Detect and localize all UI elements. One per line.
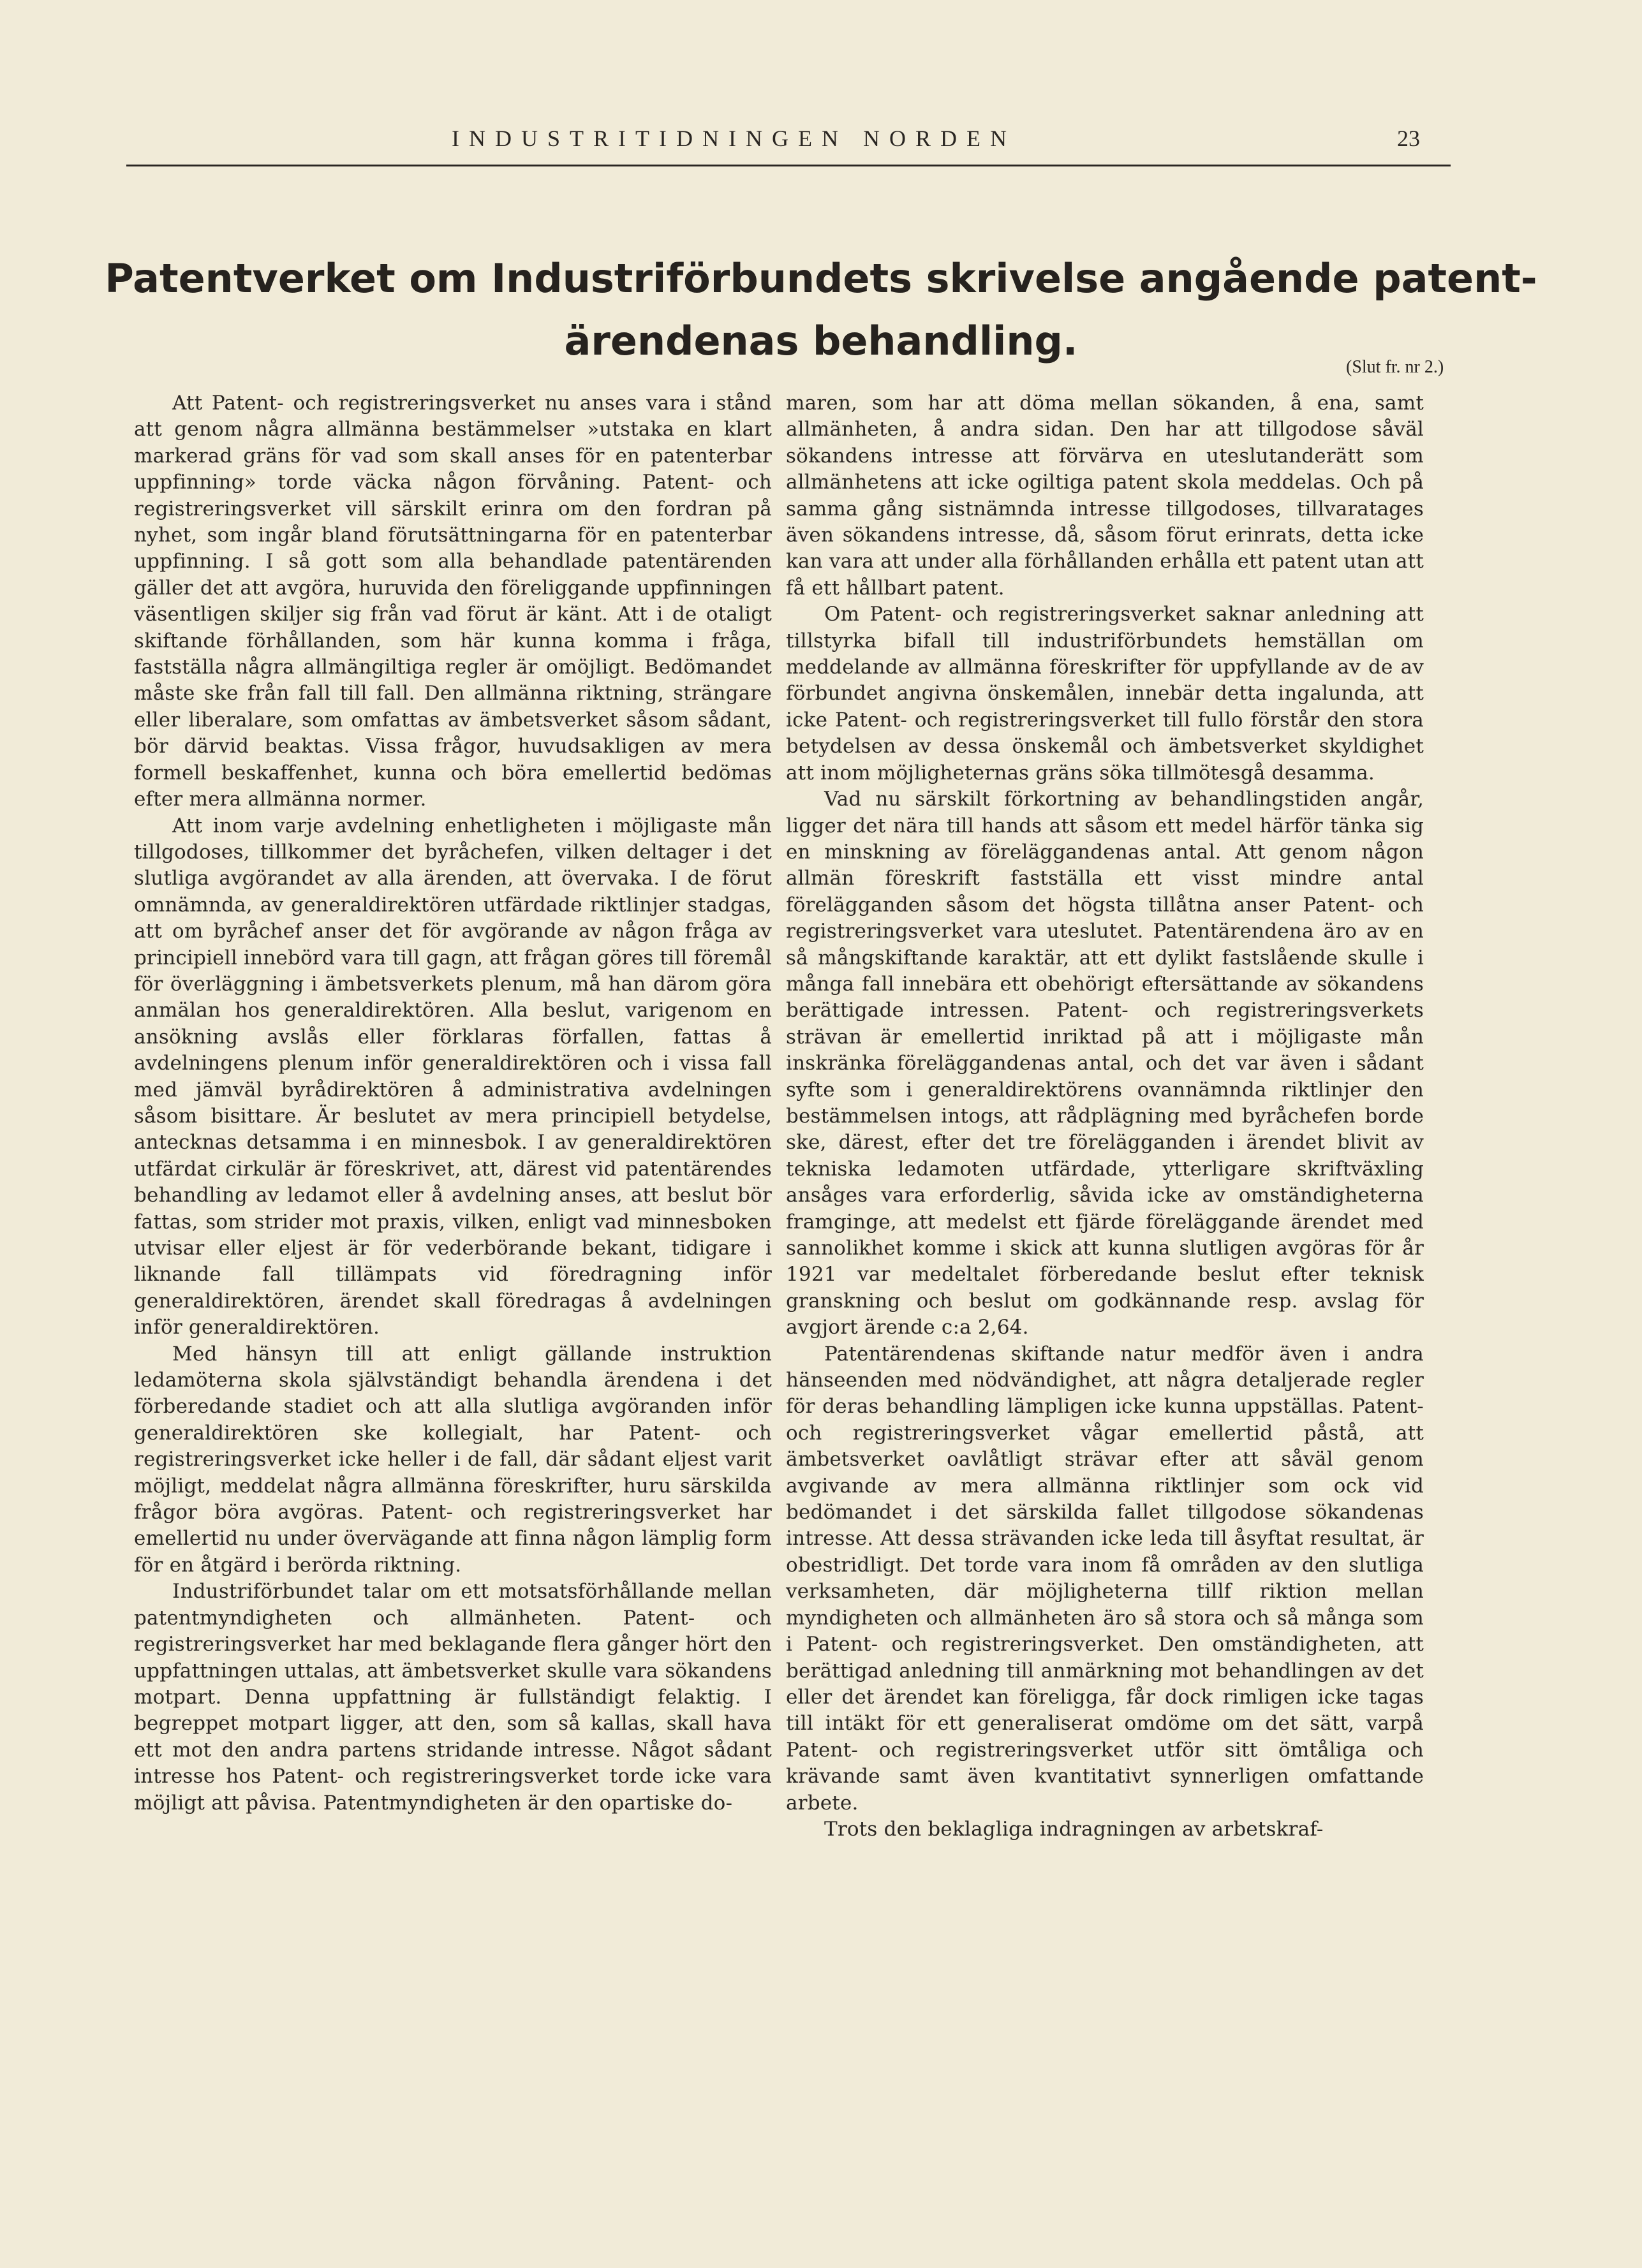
paragraph: Med hänsyn till att enligt gällande instruktion ledamöterna skola självständigt behandla ärendena i det förberedande stadiet och att alla slutliga avgöranden inför generaldirektören ske kollegialt, har Patent- och registreringsverket icke heller i de fall, där sådant eljest varit möjligt, meddelat några allmänna föreskrifter, huru särskilda frågor böra avgöras. Patent- och registreringsverket har emellertid nu under övervägande att finna någon lämplig form för en åtgärd i berörda riktning. bbox=[134, 1342, 772, 1577]
paragraph: maren, som har att döma mellan sökanden, å ena, samt allmänheten, å andra sidan. Den har att tillgodose såväl sökandens intresse att förvärva en uteslutanderätt som allmänhetens att icke ogiltiga patent skola meddelas. Och på samma gång sistnämnda intresse tillgodoses, tillvaratages även sökandens intresse, då, såsom förut erinrats, detta icke kan vara att under alla förhållanden erhålla ett patent utan att få ett hållbart patent. bbox=[786, 392, 1424, 600]
paragraph: Vad nu särskilt förkortning av behandlingstiden angår, ligger det nära till hands att såsom ett medel härför tänka sig en minskning av föreläggandenas antal. Att genom någon allmän föreskrift fastställa ett visst mindre antal förelägganden såsom det högsta tillåtna anser Patent- och registreringsverket vara uteslutet. Patentärendena äro av en så mångskiftande karaktär, att ett dylikt fastslående skulle i många fall innebära ett obehörigt eftersättande av sökandens berättigade intressen. Patent- och registreringsverkets strävan är emellertid inriktad på att i möjligaste mån inskränka föreläggandenas antal, och det var även i sådant syfte som i generaldirektörens ovannämnda riktlinjer den bestämmelsen intogs, att rådplägning med byråchefen borde ske, därest, efter det tre förelägganden i ärendet blivit av tekniska ledamoten utfärdade, ytterligare skriftväxling ansåges vara erforderlig, såvida icke av omständigheterna framginge, att medelst ett fjärde föreläggande ärendet med sannolikhet komme i skick att kunna slutligen avgöras för år 1921 var medeltalet förberedande beslut efter teknisk granskning och beslut om godkännande resp. avslag för avgjort ärende c:a 2,64. bbox=[786, 788, 1424, 1339]
paragraph: Att inom varje avdelning enhetligheten i möjligaste mån tillgodoses, tillkommer det byråchefen, vilken deltager i det slutliga avgörandet av alla ärenden, att övervaka. I de förut omnämnda, av generaldirektören utfärdade riktlinjer stadgas, att om byråchef anser det för avgörande av någon fråga av principiell innebörd vara till gagn, att frågan göres till föremål för överläggning i ämbetsverkets plenum, må han därom göra anmälan hos generaldirektören. Alla beslut, varigenom en ansökning avslås eller förklaras förfallen, fattas å avdelningens plenum inför generaldirektören och i vissa fall med jämväl byrådirektören å administrativa avdelningen såsom bisittare. Är beslutet av mera principiell betydelse, antecknas detsamma i en minnesbok. I av generaldirektören utfärdat cirkulär är föreskrivet, att, därest vid patentärendes behandling av ledamot eller å avdelning anses, att beslut bör fattas, som strider mot praxis, vilken, enligt vad minnesboken utvisar eller eljest är för vederbörande bekant, tidigare i liknande fall tillämpats vid föredragning inför generaldirektören, ärendet skall föredragas å avdelningen inför generaldirektören. bbox=[134, 814, 772, 1339]
running-head bbox=[0, 125, 1642, 163]
paragraph: Att Patent- och registreringsverket nu anses vara i stånd att genom några allmänna bestämmelser »utstaka en klart markerad gräns för vad som skall anses för en patenterbar uppfinning» torde väcka någon förvåning. Patent- och registreringsverket vill särskilt erinra om den fordran på nyhet, som ingår bland förutsättningarna för en patenterbar uppfinning. I så gott som alla behandlade patentärenden gäller det att avgöra, huruvida den föreliggande uppfinningen väsentligen skiljer sig från vad förut är känt. Att i de otaligt skiftande förhållanden, som här kunna komma i fråga, fastställa några allmängiltiga regler är omöjligt. Bedömandet måste ske från fall till fall. Den allmänna riktning, strängare eller liberalare, som omfattas av ämbetsverket såsom sådant, bör därvid beaktas. Vissa frågor, huvudsakligen av mera formell beskaffenhet, kunna och böra emellertid bedömas efter mera allmänna normer. bbox=[134, 392, 772, 811]
paragraph: Patentärendenas skiftande natur medför även i andra hänseenden med nödvändighet, att några detaljerade regler för deras behandling lämpligen icke kunna uppställas. Patent- och registreringsverket vågar emellertid påstå, att ämbetsverket oavlåtligt strävar efter att såväl genom avgivande av mera allmänna riktlinjer som ock vid bedömandet i det särskilda fallet tillgodose sökandenas intresse. Att dessa strävanden icke leda till åsyftat resultat, är obestridligt. Det torde vara inom få områden av den slutliga verksamheten, där möjligheterna tillf riktion mellan myndigheten och allmänheten äro så stora och så många som i Patent- och registreringsverket. Den omständigheten, att berättigad anledning till anmärkning mot behandlingen av det eller det ärendet kan föreligga, får dock rimligen icke tagas till intäkt för ett generaliserat omdöme om det sätt, varpå Patent- och registreringsverket utför sitt ömtåliga och krävande samt även kvantitativt synnerligen omfattande arbete. bbox=[786, 1342, 1424, 1815]
article-title-line-2: ärendenas behandling. bbox=[564, 318, 1078, 364]
header-rule bbox=[126, 165, 1451, 166]
paragraph: Om Patent- och registreringsverket saknar anledning att tillstyrka bifall till industriförbundets hemställan om meddelande av allmänna föreskrifter för uppfyllande av de av förbundet angivna önskemålen, innebär detta ingalunda, att icke Patent- och registreringsverket till fullo förstår den stora betydelsen av dessa önskemål och ämbetsverket skyldighet att inom möjligheternas gräns söka tillmötesgå desamma. bbox=[786, 603, 1424, 784]
article-title bbox=[102, 247, 1540, 372]
right-column bbox=[786, 390, 1424, 1843]
article-title-line-1: Patentverket om Industriförbundets skrivelse angående patent- bbox=[105, 255, 1537, 302]
page-number: 23 bbox=[1397, 126, 1420, 151]
left-column bbox=[134, 390, 772, 1816]
paragraph: Industriförbundet talar om ett motsatsförhållande mellan patentmyndigheten och allmänheten. Patent- och registreringsverket har med beklagande flera gånger hört den uppfattningen uttalas, att ämbetsverket skulle vara sökandens motpart. Denna uppfattning är fullständigt felaktig. I begreppet motpart ligger, att den, som så kallas, skall hava ett mot den andra partens stridande intresse. Något sådant intresse hos Patent- och registreringsverket torde icke vara möjligt att påvisa. Patentmyndigheten är den opartiske do- bbox=[134, 1580, 772, 1815]
paragraph: Trots den beklagliga indragningen av arbetskraf- bbox=[824, 1817, 1324, 1841]
journal-name: INDUSTRITIDNINGEN NORDEN bbox=[452, 126, 1016, 151]
continuation-note: (Slut fr. nr 2.) bbox=[1346, 357, 1444, 377]
